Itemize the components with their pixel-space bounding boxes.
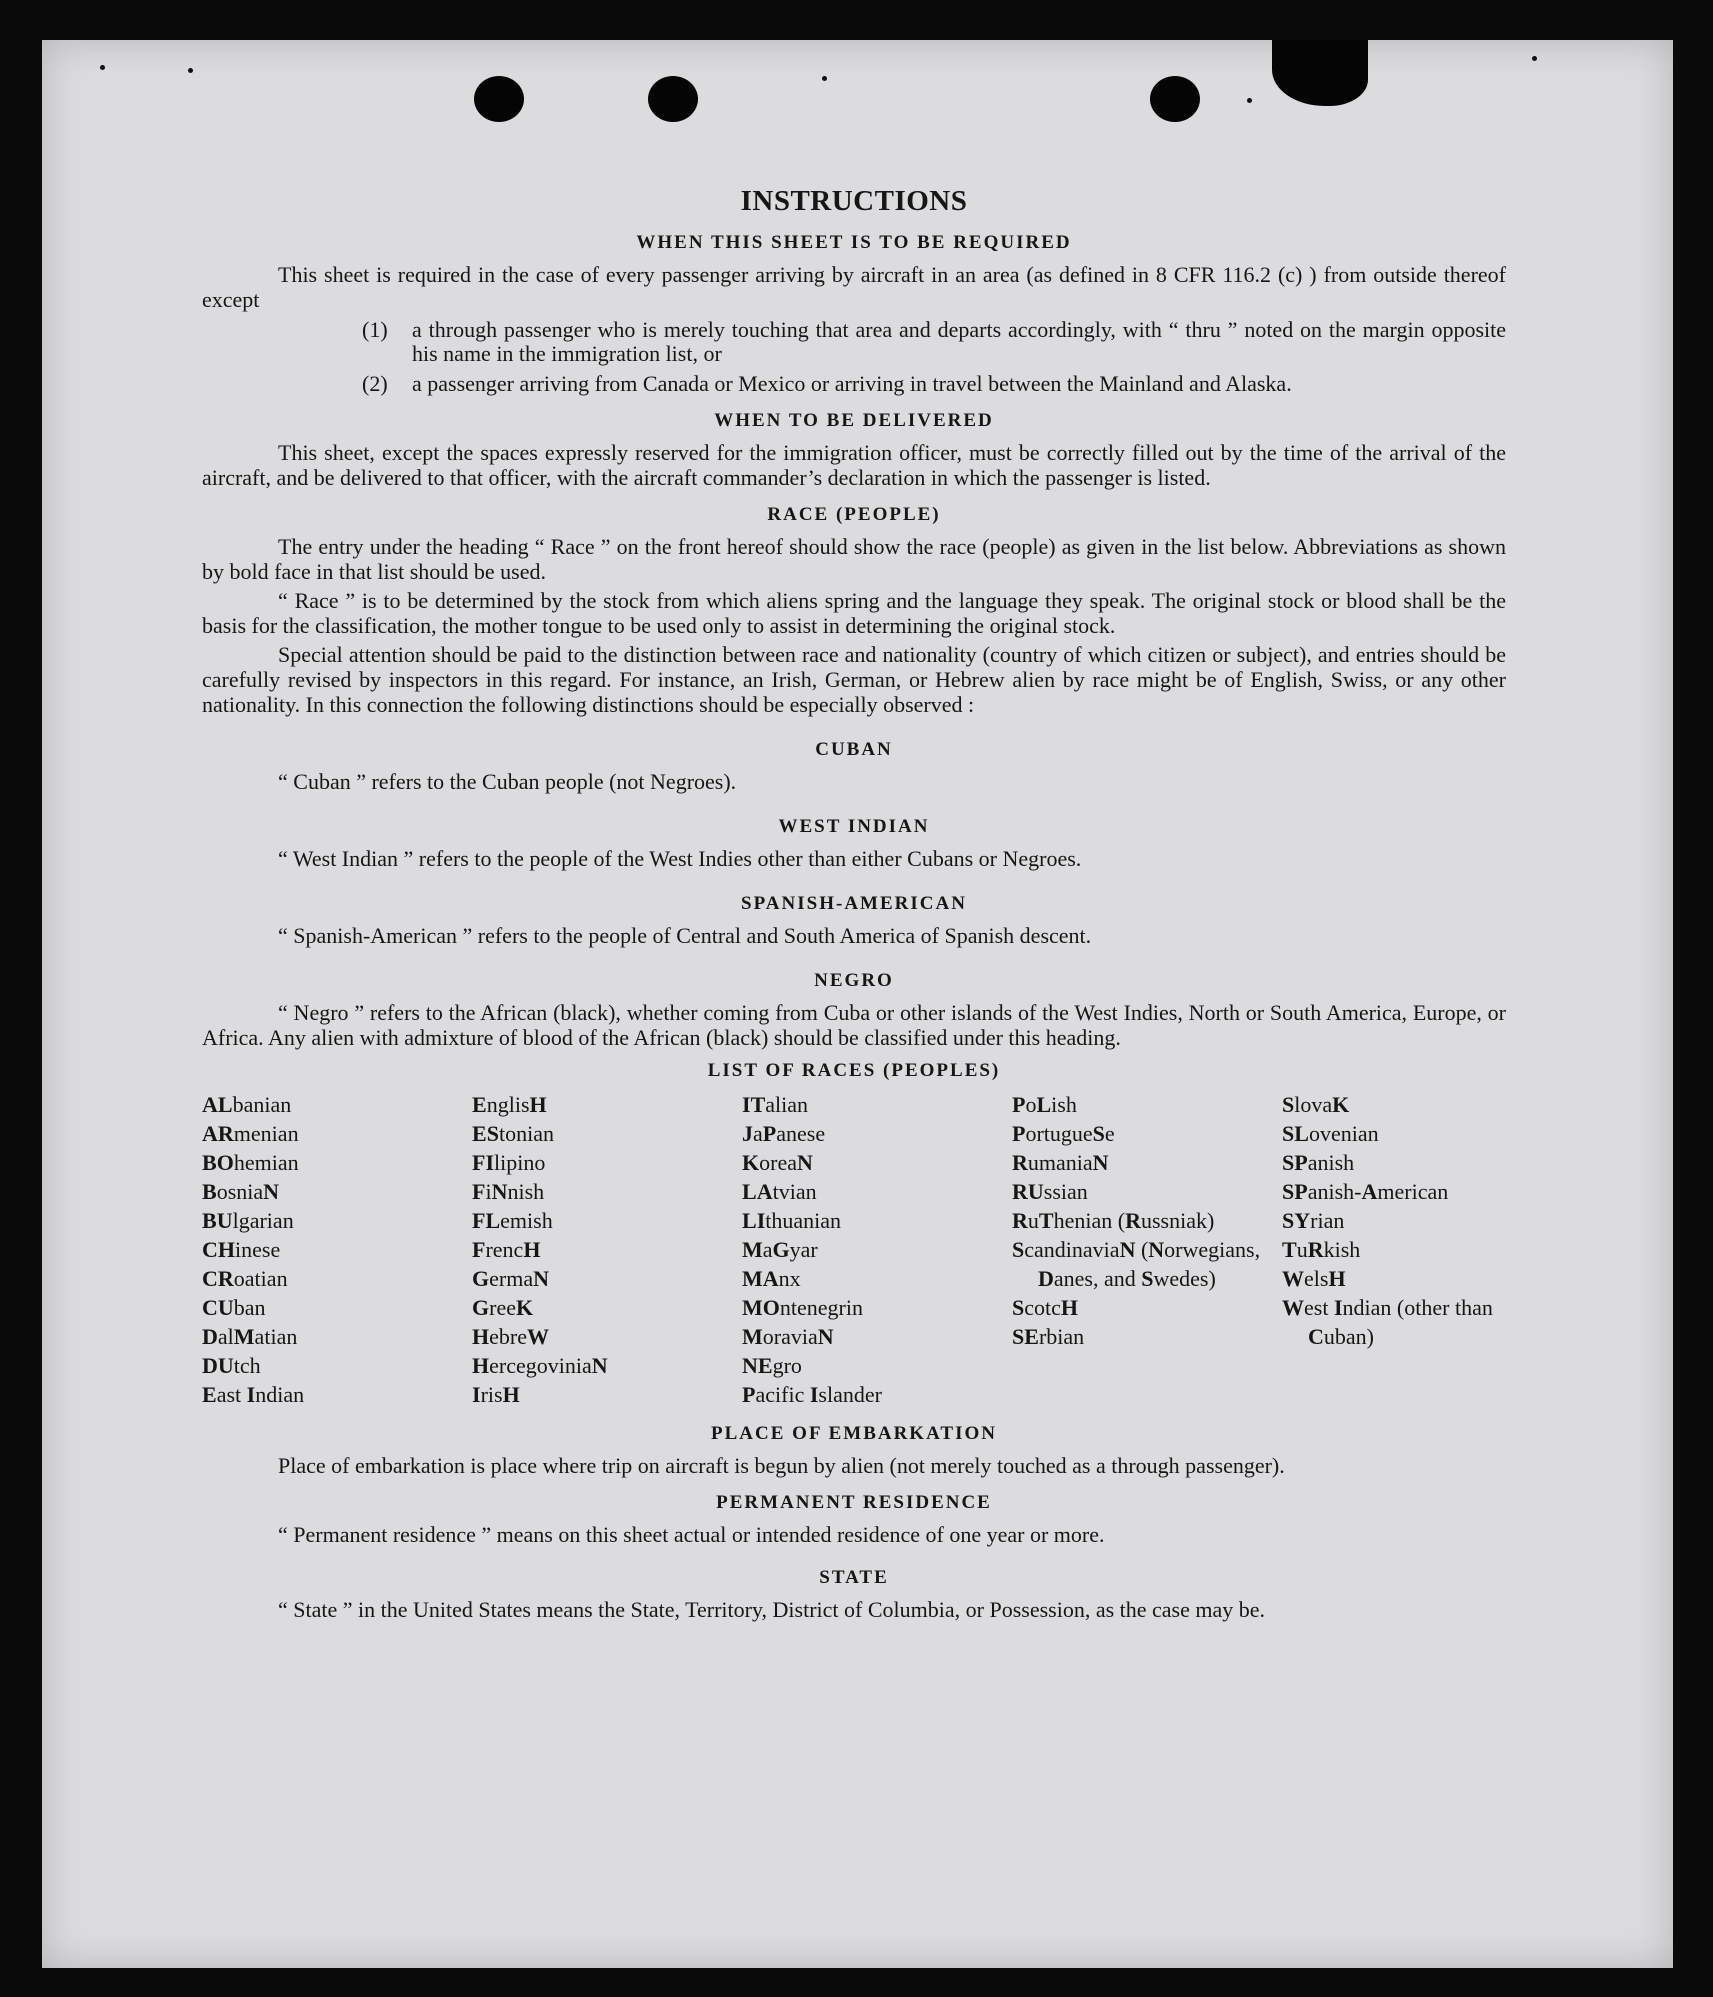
- section-heading: WEST INDIAN: [778, 816, 930, 837]
- race-column: [742, 1090, 1012, 1409]
- section-heading: LIST OF RACES (PEOPLES): [707, 1060, 1001, 1081]
- punch-hole: [648, 76, 698, 122]
- race-entry: PoLish: [1012, 1092, 1077, 1117]
- section-heading: NEGRO: [814, 970, 894, 991]
- race-entry: RUssian: [1012, 1179, 1088, 1204]
- race-entry: MAnx: [742, 1266, 801, 1291]
- paragraph: “ Negro ” refers to the African (black), whether coming from Cuba or other islands of the West Indies, North or South America, Europe, or Africa. Any alien with admixture of blood of the African (black) should be classified under this heading.: [202, 1000, 1506, 1050]
- race-entry: ScotcH: [1012, 1295, 1079, 1320]
- race-entry: BosniaN: [202, 1179, 280, 1204]
- race-list: [202, 1090, 1506, 1409]
- race-entry: BUlgarian: [202, 1208, 294, 1233]
- race-column: [202, 1090, 472, 1409]
- speck: [1532, 56, 1537, 61]
- speck: [188, 68, 193, 73]
- race-entry: CHinese: [202, 1237, 281, 1262]
- race-entry: RuThenian (Russniak): [1012, 1208, 1215, 1233]
- race-entry: FIlipino: [472, 1150, 546, 1175]
- section-heading: SPANISH-AMERICAN: [741, 893, 967, 914]
- race-entry: KoreaN: [742, 1150, 813, 1175]
- torn-corner: [1272, 40, 1368, 106]
- race-entry: Pacific Islander: [742, 1382, 882, 1407]
- race-entry: MoraviaN: [742, 1324, 834, 1349]
- section-heading: RACE (PEOPLE): [767, 504, 941, 525]
- paragraph: “ Race ” is to be determined by the stock from which aliens spring and the language they speak. The original stock or blood shall be the basis for the classification, the mother tongue to be used only to assist in determining the original stock.: [202, 588, 1506, 638]
- punch-hole: [1150, 76, 1200, 122]
- item-text: a passenger arriving from Canada or Mexico or arriving in travel between the Mainland and Alaska.: [412, 371, 1292, 396]
- race-entry: IrisH: [472, 1382, 520, 1407]
- race-entry: PortugueSe: [1012, 1121, 1115, 1146]
- speck: [100, 65, 105, 70]
- race-entry: SlovaK: [1282, 1092, 1350, 1117]
- paragraph: This sheet, except the spaces expressly reserved for the immigration officer, must be correctly filled out by the time of the arrival of the aircraft, and be delivered to that officer, with the aircraft commander’s declaration in which the passenger is listed.: [202, 440, 1506, 490]
- race-entry: East Indian: [202, 1382, 305, 1407]
- race-entry: SLovenian: [1282, 1121, 1379, 1146]
- race-entry: BOhemian: [202, 1150, 299, 1175]
- race-entry: ScandinaviaN (Norwegians, Danes, and Swedes): [1012, 1237, 1261, 1291]
- section-heading: WHEN TO BE DELIVERED: [714, 410, 994, 431]
- race-entry: WelsH: [1282, 1266, 1346, 1291]
- race-entry: SYrian: [1282, 1208, 1345, 1233]
- document-title: INSTRUCTIONS: [740, 185, 968, 217]
- race-entry: TuRkish: [1282, 1237, 1361, 1262]
- race-column: [1282, 1090, 1506, 1409]
- paragraph: “ State ” in the United States means the State, Territory, District of Columbia, or Possession, as the case may be.: [278, 1597, 1266, 1622]
- race-entry: FLemish: [472, 1208, 553, 1233]
- race-entry: RumaniaN: [1012, 1150, 1109, 1175]
- numbered-item: [362, 372, 1506, 396]
- race-entry: West Indian (other than Cuban): [1282, 1295, 1493, 1349]
- race-entry: CRoatian: [202, 1266, 288, 1291]
- paragraph: The entry under the heading “ Race ” on the front hereof should show the race (people) as given in the list below. Abbreviations as shown by bold face in that list should be used.: [202, 534, 1506, 584]
- item-number: (2): [362, 371, 388, 396]
- race-entry: GreeK: [472, 1295, 534, 1320]
- paragraph: This sheet is required in the case of every passenger arriving by aircraft in an area (as defined in 8 CFR 116.2 (c) ) from outside thereof except: [202, 262, 1506, 312]
- item-number: (1): [362, 317, 388, 342]
- race-entry: SErbian: [1012, 1324, 1085, 1349]
- race-entry: JaPanese: [742, 1121, 826, 1146]
- race-entry: FrencH: [472, 1237, 541, 1262]
- race-column: [472, 1090, 742, 1409]
- race-entry: LIthuanian: [742, 1208, 842, 1233]
- race-entry: DUtch: [202, 1353, 261, 1378]
- paragraph: “ Permanent residence ” means on this sheet actual or intended residence of one year or more.: [278, 1522, 1105, 1547]
- speck: [822, 76, 827, 81]
- item-text: a through passenger who is merely touching that area and departs accordingly, with “ thru ” noted on the margin opposite his name in the immigration list, or: [412, 317, 1506, 366]
- paragraph: “ West Indian ” refers to the people of the West Indies other than either Cubans or Negroes.: [278, 846, 1082, 871]
- race-entry: DalMatian: [202, 1324, 298, 1349]
- race-entry: CUban: [202, 1295, 266, 1320]
- race-entry: SPanish-American: [1282, 1179, 1449, 1204]
- race-entry: NEgro: [742, 1353, 802, 1378]
- paragraph: Place of embarkation is place where trip on aircraft is begun by alien (not merely touched as a through passenger).: [278, 1453, 1285, 1478]
- document-body: [202, 140, 1506, 1622]
- race-entry: EnglisH: [472, 1092, 547, 1117]
- section-heading: CUBAN: [815, 739, 893, 760]
- paragraph: “ Spanish-American ” refers to the people of Central and South America of Spanish descent.: [278, 923, 1092, 948]
- section-heading: WHEN THIS SHEET IS TO BE REQUIRED: [636, 232, 1072, 253]
- race-entry: LAtvian: [742, 1179, 817, 1204]
- race-entry: HebreW: [472, 1324, 549, 1349]
- numbered-item: [362, 318, 1506, 366]
- race-column: [1012, 1090, 1282, 1409]
- race-entry: MOntenegrin: [742, 1295, 863, 1320]
- speck: [1247, 98, 1252, 103]
- race-entry: ALbanian: [202, 1092, 292, 1117]
- race-entry: SPanish: [1282, 1150, 1355, 1175]
- paragraph: “ Cuban ” refers to the Cuban people (not Negroes).: [278, 769, 737, 794]
- race-entry: ARmenian: [202, 1121, 299, 1146]
- race-entry: GermaN: [472, 1266, 549, 1291]
- punch-hole: [474, 76, 524, 122]
- race-entry: FiNnish: [472, 1179, 545, 1204]
- race-entry: HercegoviniaN: [472, 1353, 608, 1378]
- race-entry: EStonian: [472, 1121, 554, 1146]
- race-entry: MaGyar: [742, 1237, 818, 1262]
- section-heading: STATE: [819, 1567, 889, 1588]
- paragraph: Special attention should be paid to the distinction between race and nationality (country of which citizen or subject), and entries should be carefully revised by inspectors in this regard. For instance, an Irish, German, or Hebrew alien by race might be of English, Swiss, or any other nationality. In this connection the following distinctions should be especially observed :: [202, 642, 1506, 717]
- document-page: [42, 40, 1673, 1968]
- section-heading: PLACE OF EMBARKATION: [711, 1423, 997, 1444]
- section-heading: PERMANENT RESIDENCE: [716, 1492, 992, 1513]
- race-entry: ITalian: [742, 1092, 809, 1117]
